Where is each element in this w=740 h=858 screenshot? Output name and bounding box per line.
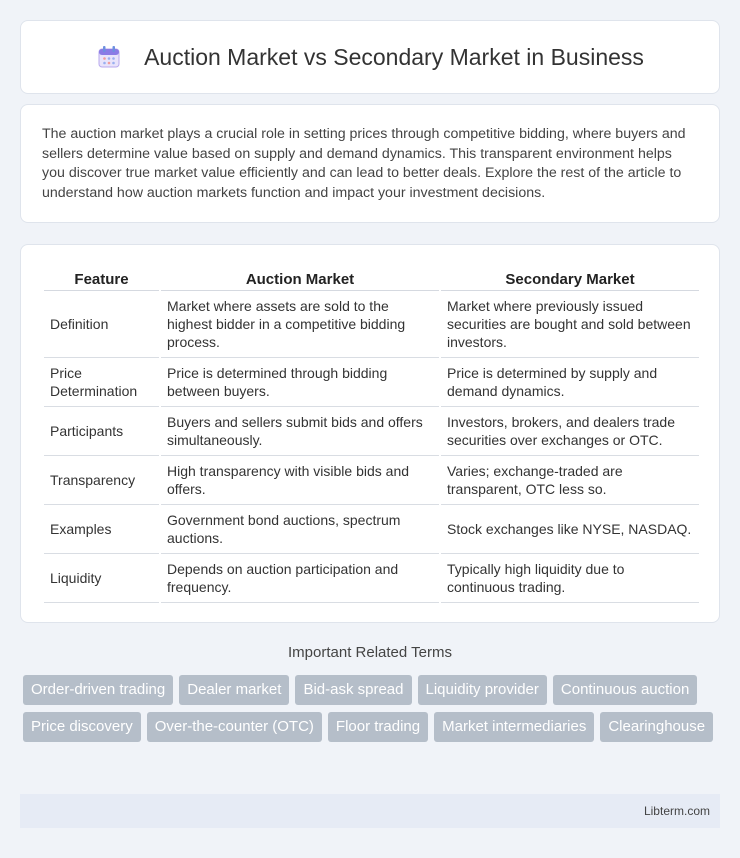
footer	[20, 794, 720, 828]
row-secondary-cell: Stock exchanges like NYSE, NASDAQ.	[441, 505, 699, 554]
table-row	[44, 291, 699, 358]
related-term-tag[interactable]: Order-driven trading	[23, 675, 173, 705]
intro-card	[20, 104, 720, 223]
row-feature-cell: Price Determination	[44, 358, 159, 407]
table-header-row	[44, 265, 699, 291]
comparison-table-card	[20, 244, 720, 623]
related-terms-tags	[20, 675, 720, 742]
row-secondary-cell: Investors, brokers, and dealers trade securities over exchanges or OTC.	[441, 407, 699, 456]
row-auction-cell: Buyers and sellers submit bids and offers simultaneously.	[161, 407, 439, 456]
related-term-tag[interactable]: Market intermediaries	[434, 712, 594, 742]
related-terms-section	[20, 644, 720, 742]
row-feature-cell: Liquidity	[44, 554, 159, 603]
table-row	[44, 358, 699, 407]
row-auction-cell: Government bond auctions, spectrum auctions.	[161, 505, 439, 554]
row-secondary-cell: Market where previously issued securities are bought and sold between investors.	[441, 291, 699, 358]
related-terms-title: Important Related Terms	[288, 644, 452, 661]
row-auction-cell: High transparency with visible bids and offers.	[161, 456, 439, 505]
intro-text: The auction market plays a crucial role in setting prices through competitive bidding, where buyers and sellers determine value based on supply and demand dynamics. This transparent environment helps you discover true market value efficiently and can lead to better deals. Explore the rest of the article to understand how auction markets function and impact your investment decisions.	[42, 126, 686, 201]
calendar-icon	[96, 44, 122, 70]
header-card	[20, 20, 720, 94]
row-feature-cell: Participants	[44, 407, 159, 456]
table-row	[44, 407, 699, 456]
row-feature-cell: Examples	[44, 505, 159, 554]
page-title: Auction Market vs Secondary Market in Business	[144, 43, 644, 70]
related-term-tag[interactable]: Clearinghouse	[600, 712, 713, 742]
comparison-table	[42, 265, 701, 603]
column-header-feature: Feature	[44, 265, 159, 291]
related-term-tag[interactable]: Continuous auction	[553, 675, 697, 705]
row-feature-cell: Definition	[44, 291, 159, 358]
table-row	[44, 456, 699, 505]
row-secondary-cell: Typically high liquidity due to continuous trading.	[441, 554, 699, 603]
column-header-auction-market: Auction Market	[161, 265, 439, 291]
related-term-tag[interactable]: Dealer market	[179, 675, 289, 705]
table-row	[44, 505, 699, 554]
row-secondary-cell: Price is determined by supply and demand dynamics.	[441, 358, 699, 407]
related-term-tag[interactable]: Floor trading	[328, 712, 428, 742]
footer-site-link[interactable]: Libterm.com	[643, 804, 710, 818]
column-header-secondary-market: Secondary Market	[441, 265, 699, 291]
related-term-tag[interactable]: Bid-ask spread	[295, 675, 411, 705]
row-auction-cell: Market where assets are sold to the highest bidder in a competitive bidding process.	[161, 291, 439, 358]
related-term-tag[interactable]: Price discovery	[23, 712, 141, 742]
row-auction-cell: Price is determined through bidding between buyers.	[161, 358, 439, 407]
table-row	[44, 554, 699, 603]
row-auction-cell: Depends on auction participation and frequency.	[161, 554, 439, 603]
row-feature-cell: Transparency	[44, 456, 159, 505]
related-term-tag[interactable]: Over-the-counter (OTC)	[147, 712, 322, 742]
row-secondary-cell: Varies; exchange-traded are transparent, OTC less so.	[441, 456, 699, 505]
related-term-tag[interactable]: Liquidity provider	[418, 675, 547, 705]
